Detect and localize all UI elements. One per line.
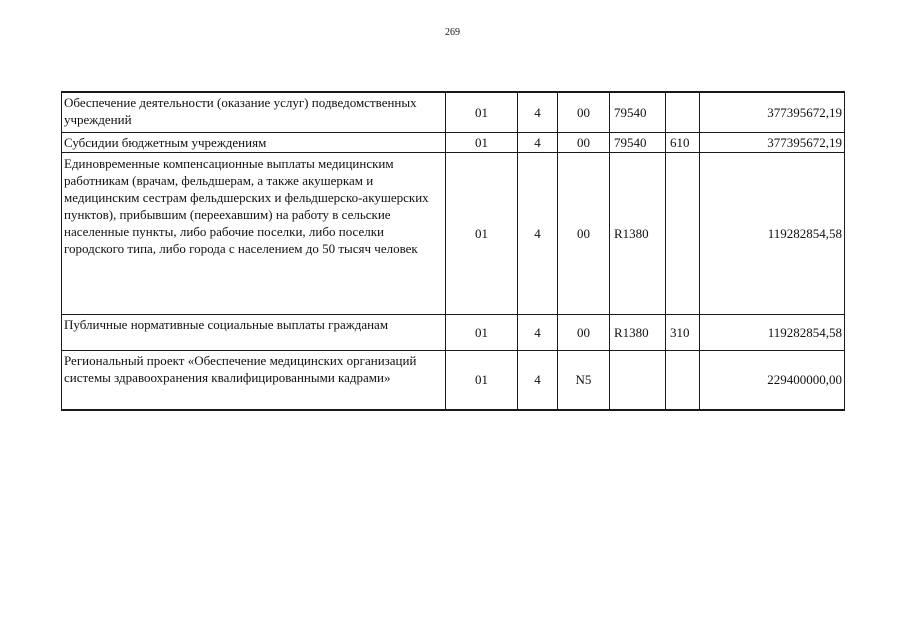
grbs-cell: 01 xyxy=(446,314,518,350)
row-name-cell: Обеспечение деятельности (оказание услуг) подведомственных учреждений xyxy=(62,92,446,132)
subsection-cell: 00 xyxy=(558,132,610,152)
target-article-cell: 79540 xyxy=(610,92,666,132)
section-cell: 4 xyxy=(518,314,558,350)
amount-cell: 119282854,58 xyxy=(700,152,845,314)
budget-table xyxy=(61,91,845,411)
amount-cell: 377395672,19 xyxy=(700,92,845,132)
section-cell: 4 xyxy=(518,350,558,410)
grbs-cell: 01 xyxy=(446,350,518,410)
subsection-cell: N5 xyxy=(558,350,610,410)
grbs-cell: 01 xyxy=(446,132,518,152)
amount-cell: 119282854,58 xyxy=(700,314,845,350)
row-name-cell: Региональный проект «Обеспечение медицинских организаций системы здравоохранения квалифицированными кадрами» xyxy=(62,350,446,410)
expense-type-cell: 610 xyxy=(666,132,700,152)
target-article-cell: R1380 xyxy=(610,152,666,314)
target-article-cell xyxy=(610,350,666,410)
page-number: 269 xyxy=(445,27,460,38)
table-row xyxy=(62,350,845,410)
row-name-cell: Единовременные компенсационные выплаты медицинским работникам (врачам, фельдшерам, а также акушеркам и медицинским сестрам фельдшерских и фельдшерско-акушерских пунктов), прибывшим (переехавшим) на работу в сельские населенные пункты, либо рабочие поселки, либо поселки городского типа, либо города с населением до 50 тысяч человек xyxy=(62,152,446,314)
amount-cell: 229400000,00 xyxy=(700,350,845,410)
grbs-cell: 01 xyxy=(446,152,518,314)
table-row xyxy=(62,132,845,152)
table-row xyxy=(62,314,845,350)
subsection-cell: 00 xyxy=(558,152,610,314)
target-article-cell: 79540 xyxy=(610,132,666,152)
section-cell: 4 xyxy=(518,92,558,132)
expense-type-cell xyxy=(666,92,700,132)
table-row xyxy=(62,92,845,132)
section-cell: 4 xyxy=(518,132,558,152)
grbs-cell: 01 xyxy=(446,92,518,132)
row-name-cell: Публичные нормативные социальные выплаты гражданам xyxy=(62,314,446,350)
expense-type-cell xyxy=(666,350,700,410)
amount-cell: 377395672,19 xyxy=(700,132,845,152)
subsection-cell: 00 xyxy=(558,314,610,350)
target-article-cell: R1380 xyxy=(610,314,666,350)
section-cell: 4 xyxy=(518,152,558,314)
expense-type-cell xyxy=(666,152,700,314)
subsection-cell: 00 xyxy=(558,92,610,132)
expense-type-cell: 310 xyxy=(666,314,700,350)
table-row xyxy=(62,152,845,314)
row-name-cell: Субсидии бюджетным учреждениям xyxy=(62,132,446,152)
